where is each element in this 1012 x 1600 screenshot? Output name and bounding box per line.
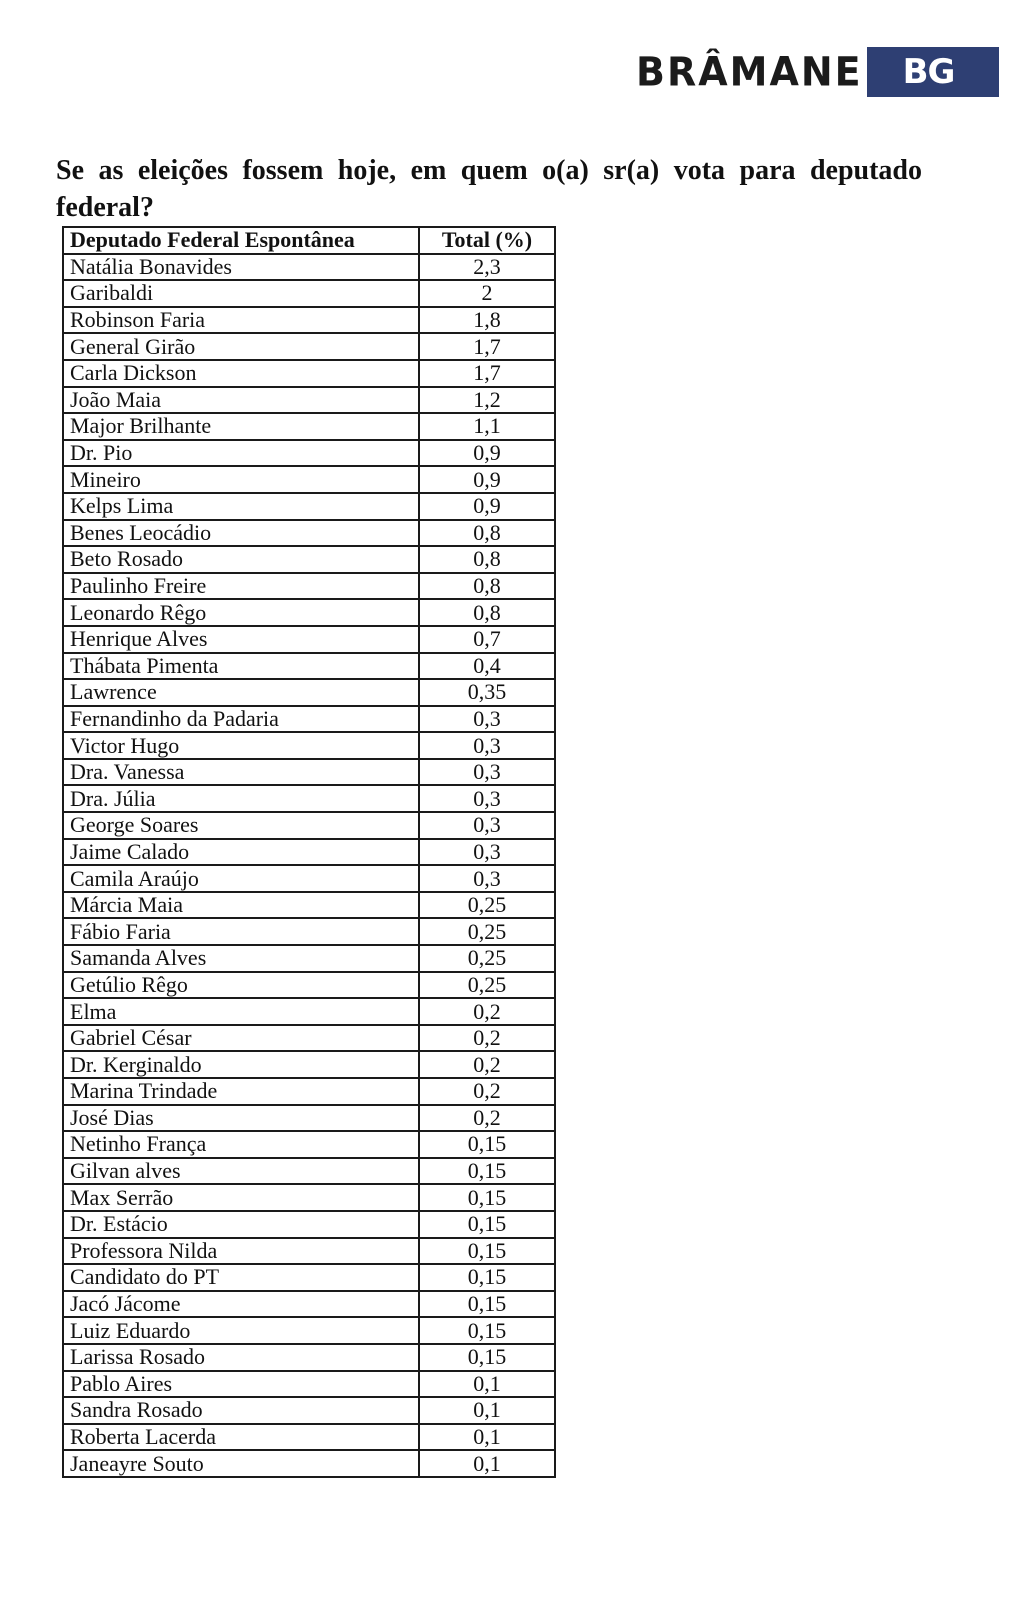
- table-row: [63, 1371, 555, 1398]
- candidate-name: Thábata Pimenta: [63, 653, 419, 680]
- table-row: [63, 812, 555, 839]
- candidate-percent: 0,15: [419, 1131, 555, 1158]
- candidate-percent: 1,7: [419, 333, 555, 360]
- candidate-name: Getúlio Rêgo: [63, 972, 419, 999]
- candidate-name: Luiz Eduardo: [63, 1317, 419, 1344]
- table-row: [63, 998, 555, 1025]
- table-row: [63, 972, 555, 999]
- table-row: [63, 280, 555, 307]
- candidate-percent: 0,15: [419, 1264, 555, 1291]
- table-row: [63, 918, 555, 945]
- candidate-percent: 0,8: [419, 520, 555, 547]
- candidate-percent: 0,25: [419, 892, 555, 919]
- table-row: [63, 1158, 555, 1185]
- table-row: [63, 546, 555, 573]
- candidate-percent: 0,25: [419, 945, 555, 972]
- table-row: [63, 413, 555, 440]
- table-row: [63, 1131, 555, 1158]
- candidate-name: Gabriel César: [63, 1025, 419, 1052]
- candidate-name: General Girão: [63, 333, 419, 360]
- candidate-name: Gilvan alves: [63, 1158, 419, 1185]
- candidate-percent: 1,7: [419, 360, 555, 387]
- candidate-percent: 0,25: [419, 918, 555, 945]
- candidate-percent: 0,2: [419, 1078, 555, 1105]
- candidate-percent: 0,8: [419, 573, 555, 600]
- candidate-name: Lawrence: [63, 679, 419, 706]
- candidate-name: Larissa Rosado: [63, 1344, 419, 1371]
- candidate-percent: 0,9: [419, 466, 555, 493]
- candidate-percent: 0,1: [419, 1450, 555, 1477]
- candidate-name: George Soares: [63, 812, 419, 839]
- candidate-name: Beto Rosado: [63, 546, 419, 573]
- table-row: [63, 706, 555, 733]
- logo-badge-text: BG: [902, 52, 955, 92]
- candidate-percent: 0,3: [419, 732, 555, 759]
- table-row: [63, 1291, 555, 1318]
- candidate-name: Max Serrão: [63, 1184, 419, 1211]
- table-row: [63, 254, 555, 281]
- table-body: [63, 254, 555, 1477]
- candidate-name: Camila Araújo: [63, 865, 419, 892]
- candidate-percent: 0,15: [419, 1344, 555, 1371]
- table-row: [63, 1397, 555, 1424]
- candidate-percent: 0,2: [419, 1051, 555, 1078]
- candidate-name: Mineiro: [63, 466, 419, 493]
- candidate-percent: 0,3: [419, 812, 555, 839]
- candidate-percent: 0,1: [419, 1424, 555, 1451]
- candidate-percent: 0,15: [419, 1291, 555, 1318]
- candidate-percent: 0,3: [419, 759, 555, 786]
- table-row: [63, 679, 555, 706]
- candidate-percent: 0,1: [419, 1397, 555, 1424]
- candidate-name: Netinho França: [63, 1131, 419, 1158]
- candidate-percent: 0,15: [419, 1158, 555, 1185]
- candidate-name: Kelps Lima: [63, 493, 419, 520]
- candidate-percent: 0,3: [419, 706, 555, 733]
- candidate-name: Dra. Júlia: [63, 785, 419, 812]
- candidate-percent: 0,9: [419, 440, 555, 467]
- candidate-percent: 0,15: [419, 1211, 555, 1238]
- candidate-percent: 0,4: [419, 653, 555, 680]
- candidate-name: Dr. Pio: [63, 440, 419, 467]
- table-row: [63, 732, 555, 759]
- table-row: [63, 1105, 555, 1132]
- table-row: [63, 865, 555, 892]
- table-row: [63, 333, 555, 360]
- table-row: [63, 307, 555, 334]
- candidate-name: Dra. Vanessa: [63, 759, 419, 786]
- candidate-percent: 1,1: [419, 413, 555, 440]
- table-row: [63, 1211, 555, 1238]
- candidate-percent: 0,3: [419, 785, 555, 812]
- candidate-percent: 0,7: [419, 626, 555, 653]
- candidate-name: Victor Hugo: [63, 732, 419, 759]
- table-row: [63, 1051, 555, 1078]
- candidate-percent: 0,2: [419, 1025, 555, 1052]
- candidate-name: Benes Leocádio: [63, 520, 419, 547]
- candidate-name: Garibaldi: [63, 280, 419, 307]
- candidate-percent: 1,8: [419, 307, 555, 334]
- candidate-name: Marina Trindade: [63, 1078, 419, 1105]
- table-header-row: [63, 227, 555, 254]
- candidate-name: Professora Nilda: [63, 1238, 419, 1265]
- candidate-name: Jaime Calado: [63, 839, 419, 866]
- candidate-name: Samanda Alves: [63, 945, 419, 972]
- candidate-name: João Maia: [63, 387, 419, 414]
- header-candidate: Deputado Federal Espontânea: [63, 227, 419, 254]
- candidate-name: Candidato do PT: [63, 1264, 419, 1291]
- table-row: [63, 1424, 555, 1451]
- candidate-percent: 0,25: [419, 972, 555, 999]
- table-row: [63, 573, 555, 600]
- table-row: [63, 892, 555, 919]
- table-row: [63, 1238, 555, 1265]
- table-row: [63, 493, 555, 520]
- candidate-percent: 0,15: [419, 1317, 555, 1344]
- candidate-name: Jacó Jácome: [63, 1291, 419, 1318]
- candidate-name: Fábio Faria: [63, 918, 419, 945]
- table-row: [63, 520, 555, 547]
- candidate-percent: 0,3: [419, 839, 555, 866]
- table-row: [63, 1317, 555, 1344]
- candidate-percent: 0,15: [419, 1184, 555, 1211]
- table-row: [63, 785, 555, 812]
- table-row: [63, 839, 555, 866]
- table-row: [63, 1344, 555, 1371]
- table-row: [63, 599, 555, 626]
- candidate-percent: 0,2: [419, 998, 555, 1025]
- candidate-name: Elma: [63, 998, 419, 1025]
- table-row: [63, 759, 555, 786]
- candidate-name: Janeayre Souto: [63, 1450, 419, 1477]
- header-total: Total (%): [419, 227, 555, 254]
- candidate-name: Major Brilhante: [63, 413, 419, 440]
- table-row: [63, 387, 555, 414]
- table-row: [63, 360, 555, 387]
- candidate-name: Dr. Kerginaldo: [63, 1051, 419, 1078]
- candidate-name: Paulinho Freire: [63, 573, 419, 600]
- table-row: [63, 1025, 555, 1052]
- table-row: [63, 1078, 555, 1105]
- candidate-percent: 0,8: [419, 546, 555, 573]
- candidate-percent: 0,9: [419, 493, 555, 520]
- candidate-name: Henrique Alves: [63, 626, 419, 653]
- candidate-percent: 2,3: [419, 254, 555, 281]
- candidate-name: Natália Bonavides: [63, 254, 419, 281]
- table-row: [63, 653, 555, 680]
- candidate-name: José Dias: [63, 1105, 419, 1132]
- candidate-name: Dr. Estácio: [63, 1211, 419, 1238]
- candidate-percent: 0,1: [419, 1371, 555, 1398]
- table-row: [63, 1450, 555, 1477]
- candidate-name: Carla Dickson: [63, 360, 419, 387]
- candidate-name: Robinson Faria: [63, 307, 419, 334]
- candidate-percent: 0,15: [419, 1238, 555, 1265]
- table-row: [63, 440, 555, 467]
- brand-logo: [636, 47, 999, 97]
- candidate-percent: 0,35: [419, 679, 555, 706]
- survey-question: Se as eleições fossem hoje, em quem o(a) sr(a) vota para deputado federal?: [56, 155, 922, 223]
- candidate-name: Leonardo Rêgo: [63, 599, 419, 626]
- candidate-name: Roberta Lacerda: [63, 1424, 419, 1451]
- logo-badge: [867, 47, 999, 97]
- results-table: [62, 226, 556, 1478]
- candidate-name: Márcia Maia: [63, 892, 419, 919]
- table-row: [63, 466, 555, 493]
- table-row: [63, 626, 555, 653]
- candidate-percent: 0,8: [419, 599, 555, 626]
- candidate-percent: 1,2: [419, 387, 555, 414]
- candidate-percent: 0,3: [419, 865, 555, 892]
- logo-wordmark: BRÂMANE: [636, 48, 863, 96]
- candidate-percent: 0,2: [419, 1105, 555, 1132]
- table-row: [63, 945, 555, 972]
- candidate-name: Sandra Rosado: [63, 1397, 419, 1424]
- candidate-percent: 2: [419, 280, 555, 307]
- table-row: [63, 1264, 555, 1291]
- candidate-name: Fernandinho da Padaria: [63, 706, 419, 733]
- candidate-name: Pablo Aires: [63, 1371, 419, 1398]
- table-row: [63, 1184, 555, 1211]
